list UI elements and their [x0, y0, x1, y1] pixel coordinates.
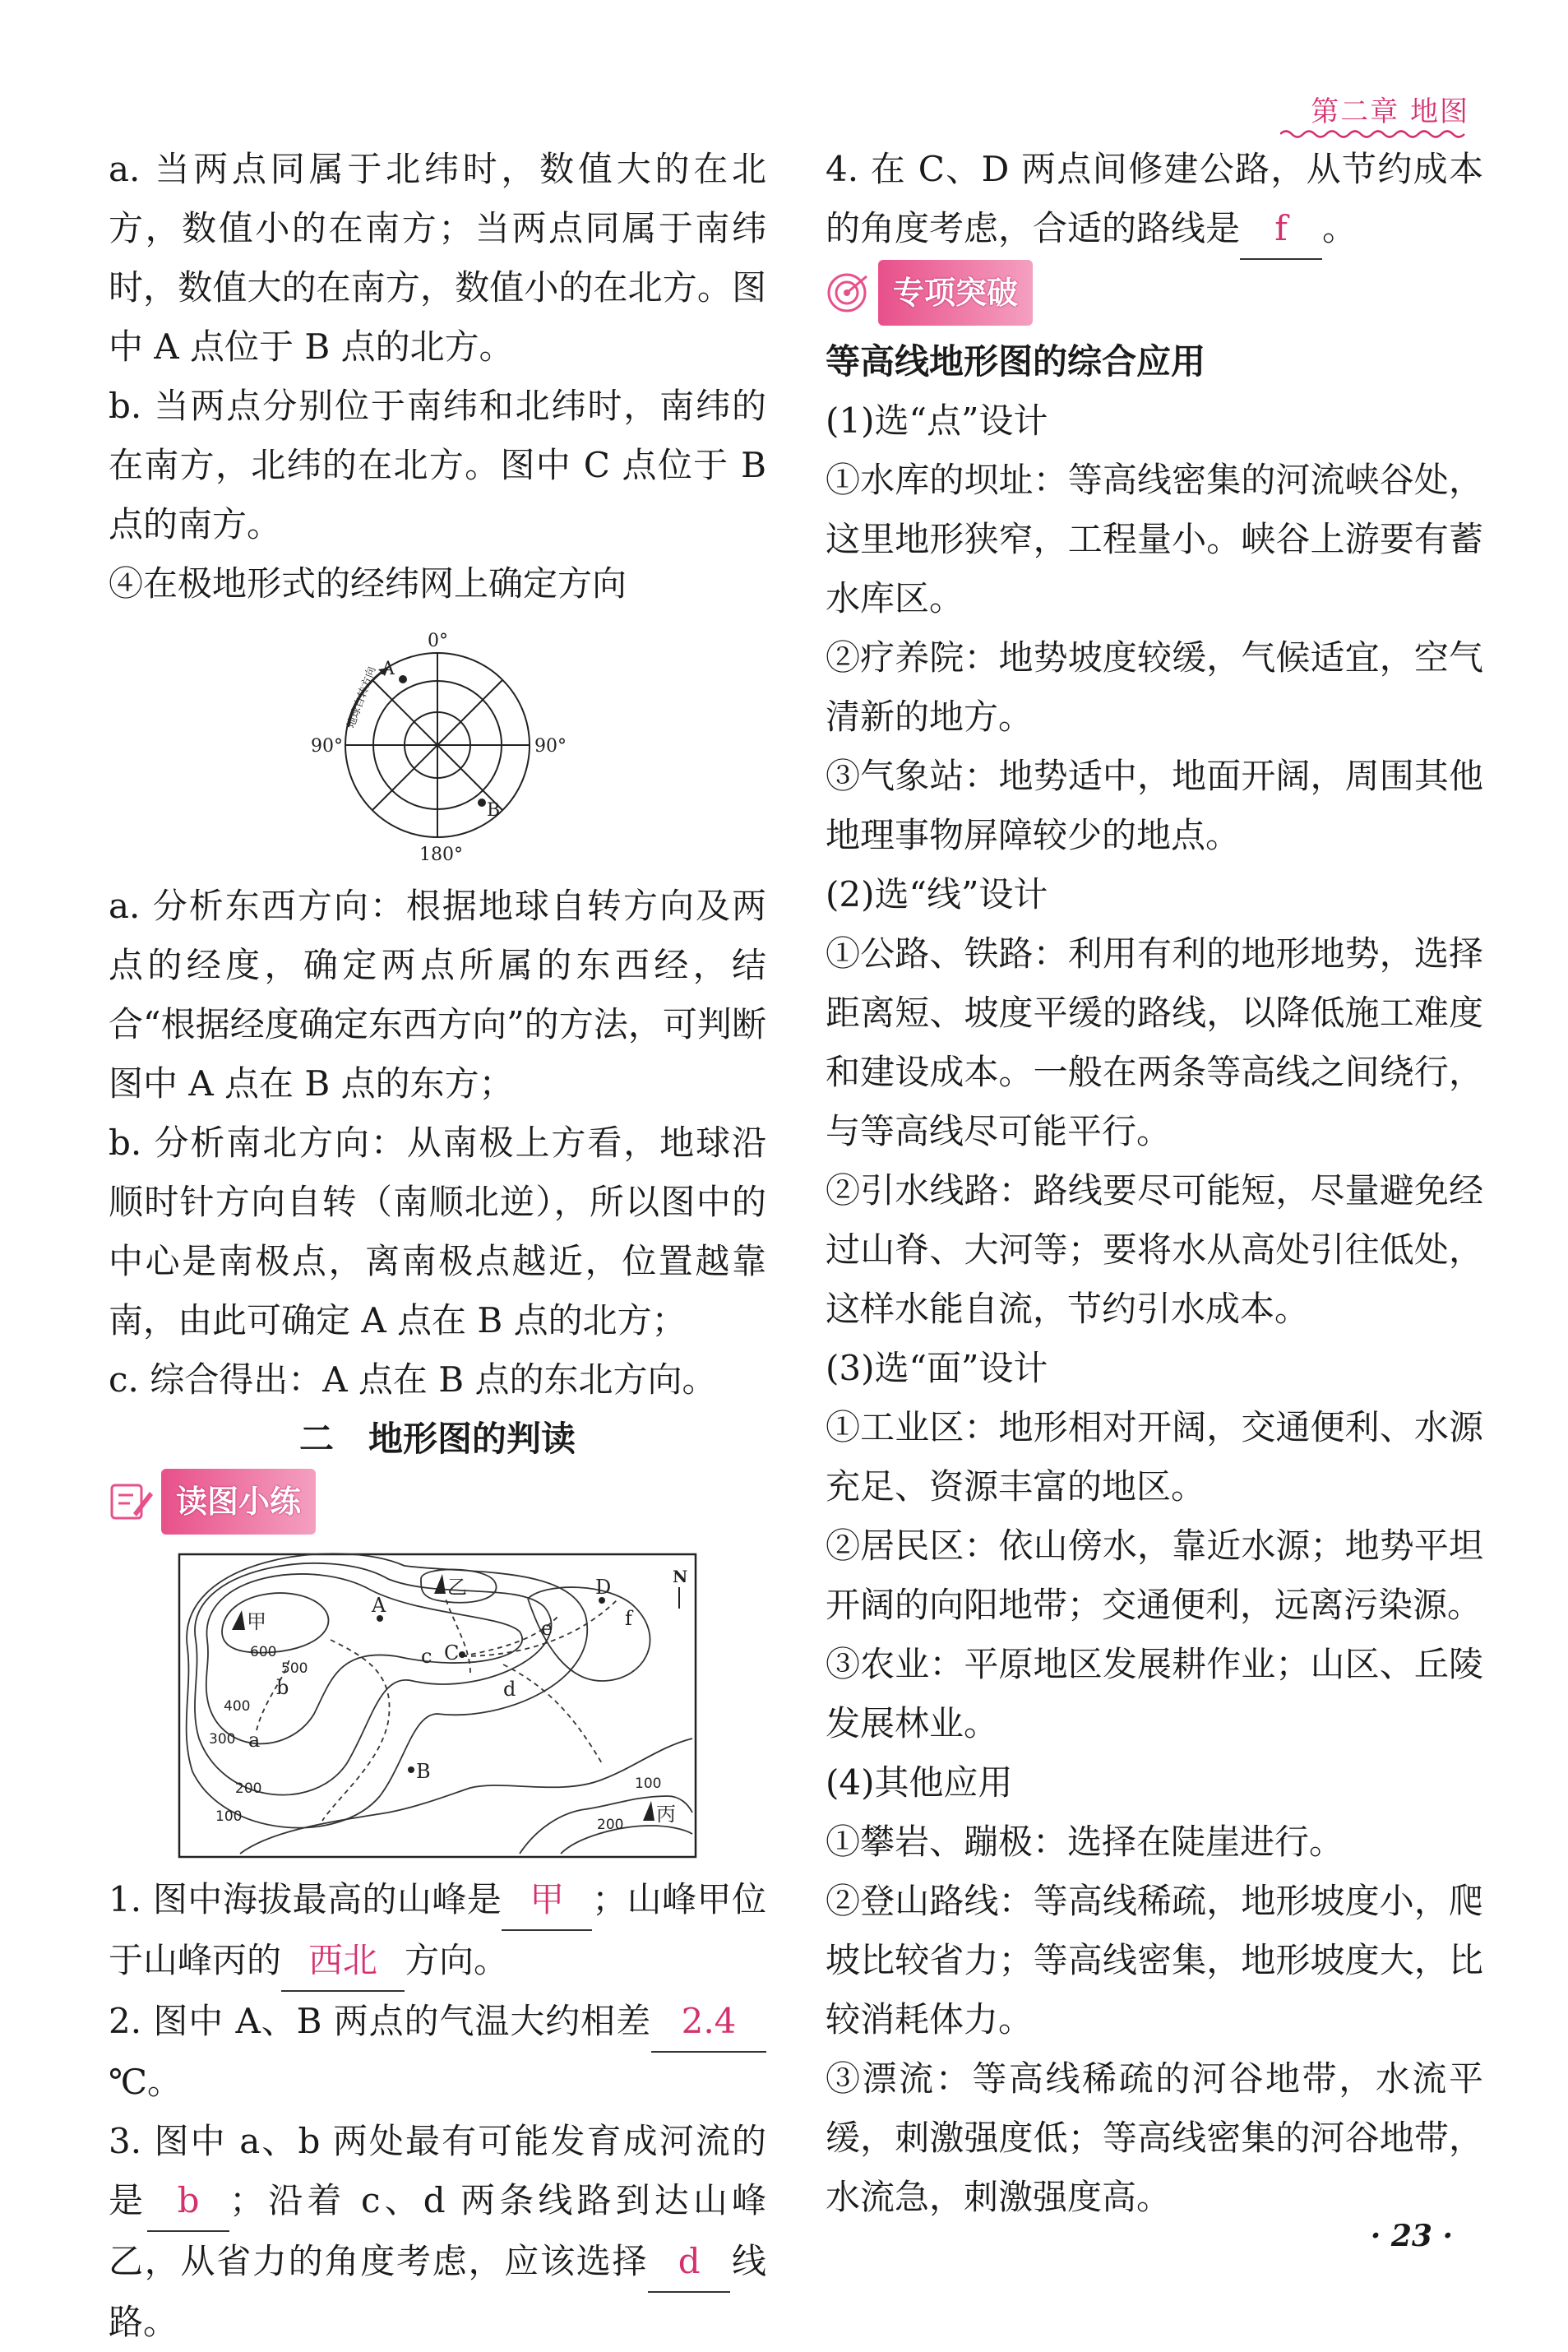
- answer-blank: 2.4: [651, 1992, 766, 2053]
- contour-300: 300: [209, 1731, 236, 1748]
- page-number: · 23 ·: [1370, 2219, 1453, 2253]
- contour-400: 400: [224, 1698, 251, 1715]
- north-label: N: [673, 1567, 688, 1586]
- route-a-label: a: [248, 1729, 261, 1752]
- answer-blank: f: [1240, 199, 1322, 260]
- chapter-header: 第二章 地图: [1311, 95, 1469, 128]
- question-4: 4. 在 C、D 两点间修建公路，从节约成本的角度考虑，合适的路线是 f 。: [826, 140, 1483, 260]
- paragraph: ③漂流：等高线稀疏的河谷地带，水流平缓，刺激强度低；等高线密集的河谷地带，水流急，刺激强度高。: [826, 2058, 1483, 2217]
- paragraph: ②登山路线：等高线稀疏，地形坡度小，爬坡比较省力；等高线密集，地形坡度大，比较消耗体力。: [826, 1881, 1483, 2039]
- route-e-label: e: [541, 1617, 553, 1640]
- label-180: 180°: [419, 845, 463, 865]
- route-c-label: c: [421, 1645, 432, 1668]
- polar-grid-figure: [265, 622, 610, 868]
- paragraph: ③农业：平原地区发展耕作业；山区、丘陵发展林业。: [826, 1644, 1483, 1743]
- label-90-right: 90°: [534, 736, 567, 757]
- paragraph: (4)其他应用: [826, 1762, 1013, 1803]
- paragraph: (3)选“面”设计: [826, 1348, 1048, 1388]
- route-b-label: b: [276, 1676, 289, 1699]
- contour-200-b: 200: [597, 1817, 624, 1833]
- badge-label: 读图小练: [161, 1469, 316, 1535]
- point-b: [478, 799, 486, 807]
- paragraph: ②引水线路：路线要尽可能短，尽量避免经过山脊、大河等；要将水从高处引往低处，这样水能自流，节约引水成本。: [826, 1170, 1483, 1329]
- label-a: A: [382, 659, 395, 679]
- contour-500: 500: [281, 1660, 308, 1677]
- label-b: B: [487, 800, 501, 821]
- paragraph: ④在极地形式的经纬网上确定方向: [109, 563, 627, 604]
- exercise-badge: [109, 1475, 316, 1528]
- route-f-label: f: [625, 1607, 632, 1630]
- rotation-direction-label: 地球自转方向: [345, 664, 379, 730]
- contour-100: 100: [215, 1808, 243, 1825]
- paragraph: ①工业区：地形相对开阔，交通便利、水源充足、资源丰富的地区。: [826, 1407, 1483, 1507]
- answer-blank: 甲: [502, 1870, 592, 1931]
- paragraph: b. 分析南北方向：从南极上方看，地球沿顺时针方向自转（南顺北逆），所以图中的中心是南极点，离南极点越近，位置越靠南，由此可确定 A 点在 B 点的北方；: [109, 1123, 766, 1340]
- pencil-icon: [109, 1480, 155, 1523]
- paragraph: c. 综合得出：A 点在 B 点的东北方向。: [109, 1359, 717, 1400]
- contour-600: 600: [250, 1644, 277, 1660]
- paragraph: a. 分析东西方向：根据地球自转方向及两点的经度，确定两点所属的东西经，结合“根据经度确定东西方向”的方法，可判断图中 A 点在 B 点的东方；: [109, 886, 766, 1104]
- breakthrough-badge: [826, 266, 1033, 319]
- label-0: 0°: [428, 631, 448, 651]
- answer-blank: 西北: [281, 1931, 405, 1992]
- badge-label: 专项突破: [878, 260, 1033, 326]
- route-d-label: d: [503, 1678, 516, 1701]
- paragraph: ①公路、铁路：利用有利的地形地势，选择距离短、坡度平缓的路线，以降低施工难度和建设成本。一般在两条等高线之间绕行，与等高线尽可能平行。: [826, 933, 1483, 1151]
- paragraph: ①水库的坝址：等高线密集的河流峡谷处，这里地形狭窄，工程量小。峡谷上游要有蓄水库区。: [826, 460, 1483, 618]
- paragraph: ③气象站：地势适中，地面开阔，周围其他地理事物屏障较少的地点。: [826, 756, 1483, 855]
- paragraph: a. 当两点同属于北纬时，数值大的在北方，数值小的在南方；当两点同属于南纬时，数值大的在南方，数值小的在北方。图中 A 点位于 B 点的北方。: [109, 149, 766, 367]
- paragraph: (2)选“线”设计: [826, 874, 1048, 914]
- question-2: 2. 图中 A、B 两点的气温大约相差 2.4℃。: [109, 1992, 766, 2112]
- header-underline: [1280, 128, 1469, 140]
- contour-200: 200: [235, 1780, 262, 1797]
- peak-jia-label: 甲: [247, 1610, 266, 1633]
- section-title: 等高线地形图的综合应用: [826, 341, 1206, 382]
- point-a-label: A: [372, 1594, 386, 1617]
- peak-bing-label: 丙: [656, 1803, 676, 1826]
- point-d-label: D: [595, 1576, 612, 1599]
- contour-100-b: 100: [635, 1776, 662, 1792]
- question-3: 3. 图中 a、b 两处最有可能发育成河流的是 b ；沿着 c、d 两条线路到达山峰乙，从省力的角度考虑，应该选择 d 线路。: [109, 2121, 766, 2342]
- paragraph: ②疗养院：地势坡度较缓，气候适宜，空气清新的地方。: [826, 637, 1483, 737]
- right-column: [826, 140, 1483, 2227]
- section-title: 二 地形图的判读: [298, 1419, 576, 1459]
- answer-blank: b: [147, 2171, 229, 2232]
- paragraph: (1)选“点”设计: [826, 400, 1048, 441]
- left-column: [109, 140, 766, 2352]
- point-b-label: B: [416, 1760, 431, 1783]
- point-c-label: C: [444, 1641, 460, 1664]
- answer-blank: d: [648, 2232, 730, 2293]
- paragraph: ①攀岩、蹦极：选择在陡崖进行。: [826, 1822, 1344, 1862]
- target-icon: [826, 271, 872, 314]
- peak-yi-label: 乙: [447, 1576, 467, 1599]
- label-90-left: 90°: [311, 736, 343, 757]
- question-1: 1. 图中海拔最高的山峰是 甲 ；山峰甲位于山峰丙的 西北 方向。: [109, 1870, 766, 1992]
- contour-map: [174, 1549, 701, 1862]
- paragraph: ②居民区：依山傍水，靠近水源；地势平坦开阔的向阳地带；交通便利，远离污染源。: [826, 1526, 1483, 1625]
- point-a: [399, 675, 407, 683]
- paragraph: b. 当两点分别位于南纬和北纬时，南纬的在南方，北纬的在北方。图中 C 点位于 B 点的南方。: [109, 386, 766, 544]
